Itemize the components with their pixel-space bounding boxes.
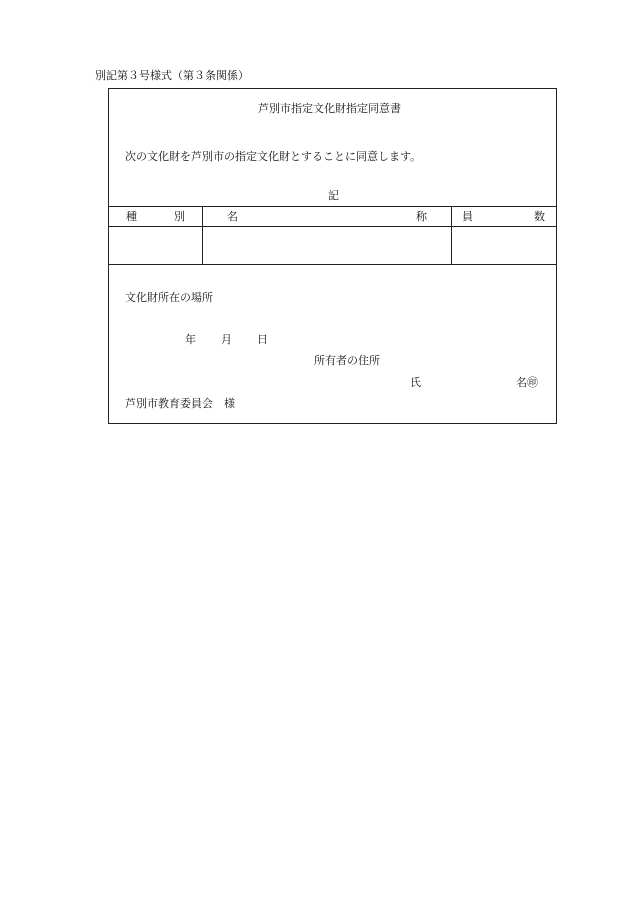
header-type-2: 別 xyxy=(174,210,185,223)
header-name-2: 称 xyxy=(416,210,427,223)
date-month: 月 xyxy=(221,333,232,346)
consent-statement: 次の文化財を芦別市の指定文化財とすることに同意します。 xyxy=(125,150,422,163)
header-name-1: 名 xyxy=(227,210,238,223)
cell-type-value[interactable] xyxy=(109,227,201,263)
table-bottom-line xyxy=(108,264,557,265)
header-type-1: 種 xyxy=(126,210,137,223)
owner-address-label: 所有者の住所 xyxy=(314,354,380,367)
addressee: 芦別市教育委員会 様 xyxy=(125,397,235,410)
location-label: 文化財所在の場所 xyxy=(125,291,213,304)
date-day: 日 xyxy=(257,333,268,346)
cell-count-value[interactable] xyxy=(452,227,556,263)
form-number: 別記第３号様式（第３条関係） xyxy=(95,69,249,82)
date-year: 年 xyxy=(185,333,196,346)
seal-mark: ㊞ xyxy=(527,376,538,389)
header-count-2: 数 xyxy=(534,210,545,223)
document-title: 芦別市指定文化財指定同意書 xyxy=(258,102,401,115)
table-top-line xyxy=(108,206,557,207)
header-count-1: 員 xyxy=(462,210,473,223)
cell-name-value[interactable] xyxy=(203,227,450,263)
owner-name-right: 名 xyxy=(516,376,527,389)
ki-label: 記 xyxy=(328,189,339,202)
owner-name-left: 氏 xyxy=(410,376,421,389)
